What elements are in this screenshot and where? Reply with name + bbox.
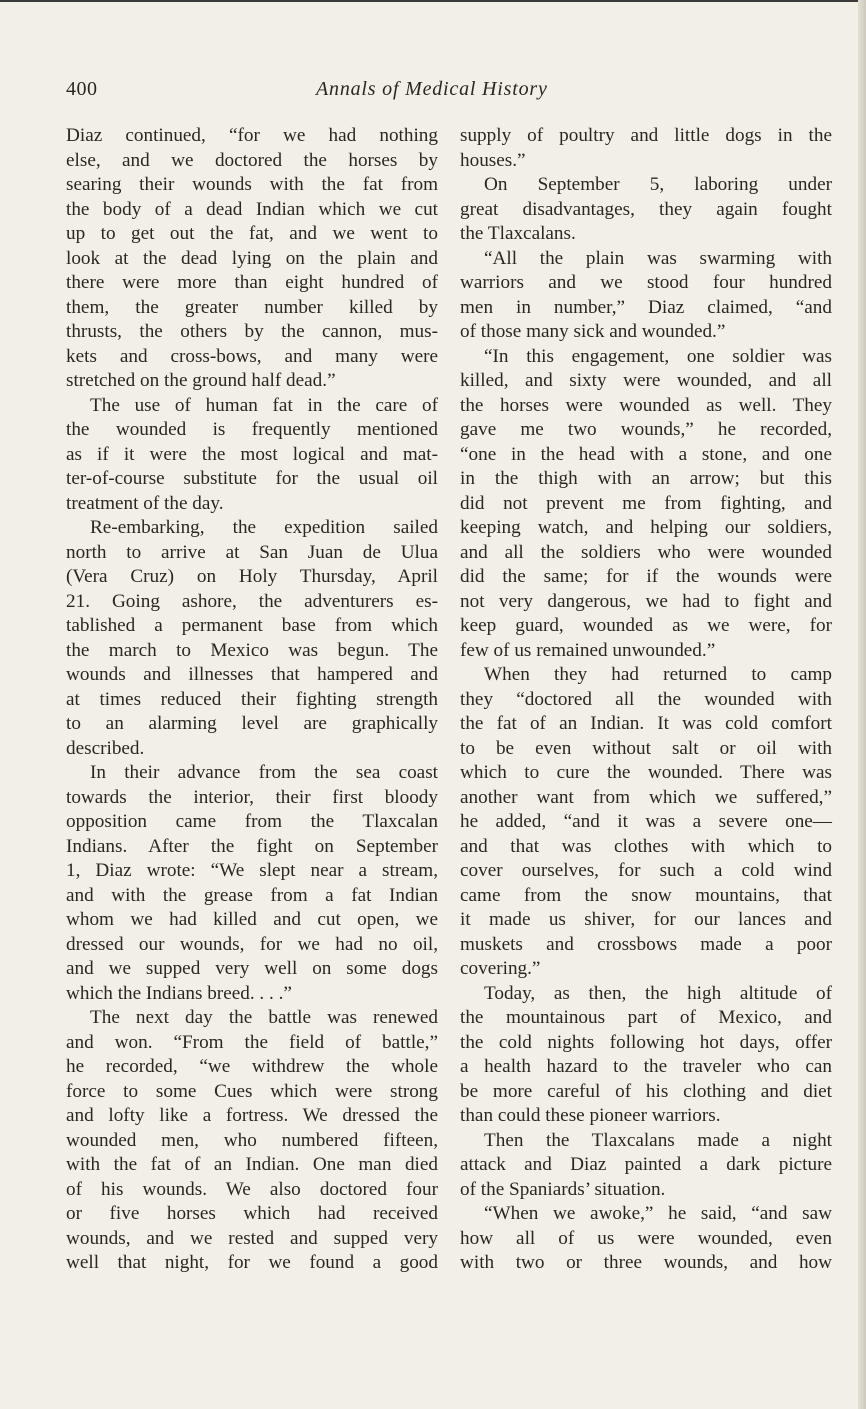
text-line: supply of poultry and little dogs in the: [460, 125, 832, 146]
text-line: “In this engagement, one soldier was: [484, 345, 832, 367]
text-line: of those many sick and wounded.”: [460, 321, 726, 342]
text-line: The next day the battle was renewed: [90, 1007, 438, 1028]
text-line: well that night, for we found a good: [66, 1252, 438, 1273]
text-line: whom we had killed and cut open, we: [66, 909, 438, 930]
text-line: kets and cross-bows, and many were: [66, 345, 438, 367]
text-line: wounded men, who numbered fifteen,: [66, 1129, 438, 1151]
text-line: the mountainous part of Mexico, and: [460, 1007, 832, 1028]
text-line: When they had returned to camp: [484, 664, 832, 685]
text-line: On September 5, laboring under: [484, 174, 832, 195]
text-line: north to arrive at San Juan de Ulua: [66, 541, 438, 563]
text-line: and with the grease from a fat Indian: [66, 884, 438, 906]
text-line: else, and we doctored the horses by: [66, 149, 438, 171]
text-line: Diaz continued, “for we had nothing: [66, 125, 438, 146]
text-line: did the same; for if the wounds were: [460, 566, 832, 587]
text-line: (Vera Cruz) on Holy Thursday, April: [66, 566, 438, 587]
text-line: described.: [66, 737, 145, 759]
running-title: Annals of Medical History: [316, 78, 548, 100]
text-line: covering.”: [460, 958, 541, 979]
text-line: and that was clothes with which to: [460, 835, 832, 857]
text-line: a health hazard to the traveler who can: [460, 1056, 832, 1077]
text-line: attack and Diaz painted a dark picture: [460, 1154, 832, 1175]
text-line: Today, as then, the high altitude of: [484, 982, 832, 1004]
text-line: In their advance from the sea coast: [90, 762, 438, 783]
text-line: warriors and we stood four hundred: [460, 272, 832, 293]
text-line: and we supped very well on some dogs: [66, 958, 438, 979]
text-line: the body of a dead Indian which we cut: [66, 198, 438, 220]
text-line: than could these pioneer warriors.: [460, 1105, 721, 1126]
text-line: there were more than eight hundred of: [66, 272, 438, 293]
text-line: killed, and sixty were wounded, and all: [460, 370, 832, 391]
text-line: towards the interior, their first bloody: [66, 786, 438, 808]
text-line: the Tlaxcalans.: [460, 223, 576, 244]
text-line: “All the plain was swarming with: [484, 247, 832, 269]
text-line: which the Indians breed. . . .”: [66, 982, 292, 1004]
text-line: Then the Tlaxcalans made a night: [484, 1129, 832, 1151]
text-line: they “doctored all the wounded with: [460, 688, 832, 710]
right-text-column: [460, 124, 832, 1276]
text-line: wounds, and we rested and supped very: [66, 1227, 438, 1249]
text-line: not very dangerous, we had to fight and: [460, 590, 832, 612]
text-line: in the thigh with an arrow; but this: [460, 468, 832, 489]
text-line: force to some Cues which were strong: [66, 1080, 438, 1102]
text-line: and lofty like a fortress. We dressed the: [66, 1105, 438, 1126]
top-rule: [0, 0, 866, 2]
text-line: Indians. After the fight on September: [66, 835, 438, 857]
text-line: as if it were the most logical and mat-: [66, 443, 438, 465]
text-line: up to get out the fat, and we went to: [66, 223, 438, 244]
text-line: muskets and crossbows made a poor: [460, 933, 832, 955]
text-line: to an alarming level are graphically: [66, 713, 438, 734]
text-line: with the fat of an Indian. One man died: [66, 1154, 438, 1175]
text-line: thrusts, the others by the cannon, mus-: [66, 321, 438, 342]
text-line: searing their wounds with the fat from: [66, 174, 438, 195]
text-line: stretched on the ground half dead.”: [66, 370, 336, 391]
text-line: of his wounds. We also doctored four: [66, 1178, 438, 1200]
text-line: the fat of an Indian. It was cold comfort: [460, 713, 832, 734]
text-line: keeping watch, and helping our soldiers,: [460, 517, 832, 538]
text-line: wounds and illnesses that hampered and: [66, 664, 438, 685]
text-line: gave me two wounds,” he recorded,: [460, 419, 832, 440]
text-line: it made us shiver, for our lances and: [460, 909, 832, 930]
page-number: 400: [66, 78, 98, 100]
text-line: he added, “and it was a severe one—: [460, 811, 832, 832]
text-line: tablished a permanent base from which: [66, 615, 438, 636]
text-line: 21. Going ashore, the adventurers es-: [66, 590, 438, 612]
page-edge-shadow: [858, 0, 866, 1409]
text-line: he recorded, “we withdrew the whole: [66, 1056, 438, 1077]
text-line: and all the soldiers who were wounded: [460, 541, 832, 563]
text-line: men in number,” Diaz claimed, “and: [460, 296, 832, 318]
text-line: cover ourselves, for such a cold wind: [460, 860, 832, 881]
text-line: houses.”: [460, 149, 526, 171]
text-line: Re-embarking, the expedition sailed: [90, 517, 438, 538]
text-line: be more careful of his clothing and diet: [460, 1080, 832, 1102]
text-line: of the Spaniards’ situation.: [460, 1178, 666, 1200]
text-line: to be even without salt or oil with: [460, 737, 832, 759]
text-line: did not prevent me from fighting, and: [460, 492, 832, 514]
text-line: “one in the head with a stone, and one: [460, 443, 832, 465]
text-line: ter-of-course substitute for the usual oil: [66, 468, 438, 489]
text-line: them, the greater number killed by: [66, 296, 438, 318]
text-line: the march to Mexico was begun. The: [66, 639, 438, 661]
text-line: the wounded is frequently mentioned: [66, 419, 438, 440]
text-line: another want from which we suffered,”: [460, 786, 832, 808]
text-line: how all of us were wounded, even: [460, 1227, 832, 1249]
text-line: great disadvantages, they again fought: [460, 198, 832, 220]
running-header: [66, 78, 832, 108]
text-line: and won. “From the field of battle,”: [66, 1031, 438, 1053]
text-line: look at the dead lying on the plain and: [66, 247, 438, 269]
text-line: the cold nights following hot days, offer: [460, 1031, 832, 1053]
text-line: came from the snow mountains, that: [460, 884, 832, 906]
left-text-column: [66, 124, 438, 1276]
text-line: dressed our wounds, for we had no oil,: [66, 933, 438, 955]
text-line: or five horses which had received: [66, 1203, 438, 1224]
text-line: few of us remained unwounded.”: [460, 639, 716, 661]
text-line: at times reduced their fighting strength: [66, 688, 438, 710]
text-line: keep guard, wounded as we were, for: [460, 615, 832, 636]
text-line: which to cure the wounded. There was: [460, 762, 832, 783]
text-line: treatment of the day.: [66, 492, 224, 514]
text-line: “When we awoke,” he said, “and saw: [484, 1203, 832, 1224]
text-line: with two or three wounds, and how: [460, 1252, 832, 1273]
text-line: The use of human fat in the care of: [90, 394, 438, 416]
text-line: the horses were wounded as well. They: [460, 394, 832, 416]
text-line: 1, Diaz wrote: “We slept near a stream,: [66, 860, 438, 881]
text-line: opposition came from the Tlaxcalan: [66, 811, 438, 832]
